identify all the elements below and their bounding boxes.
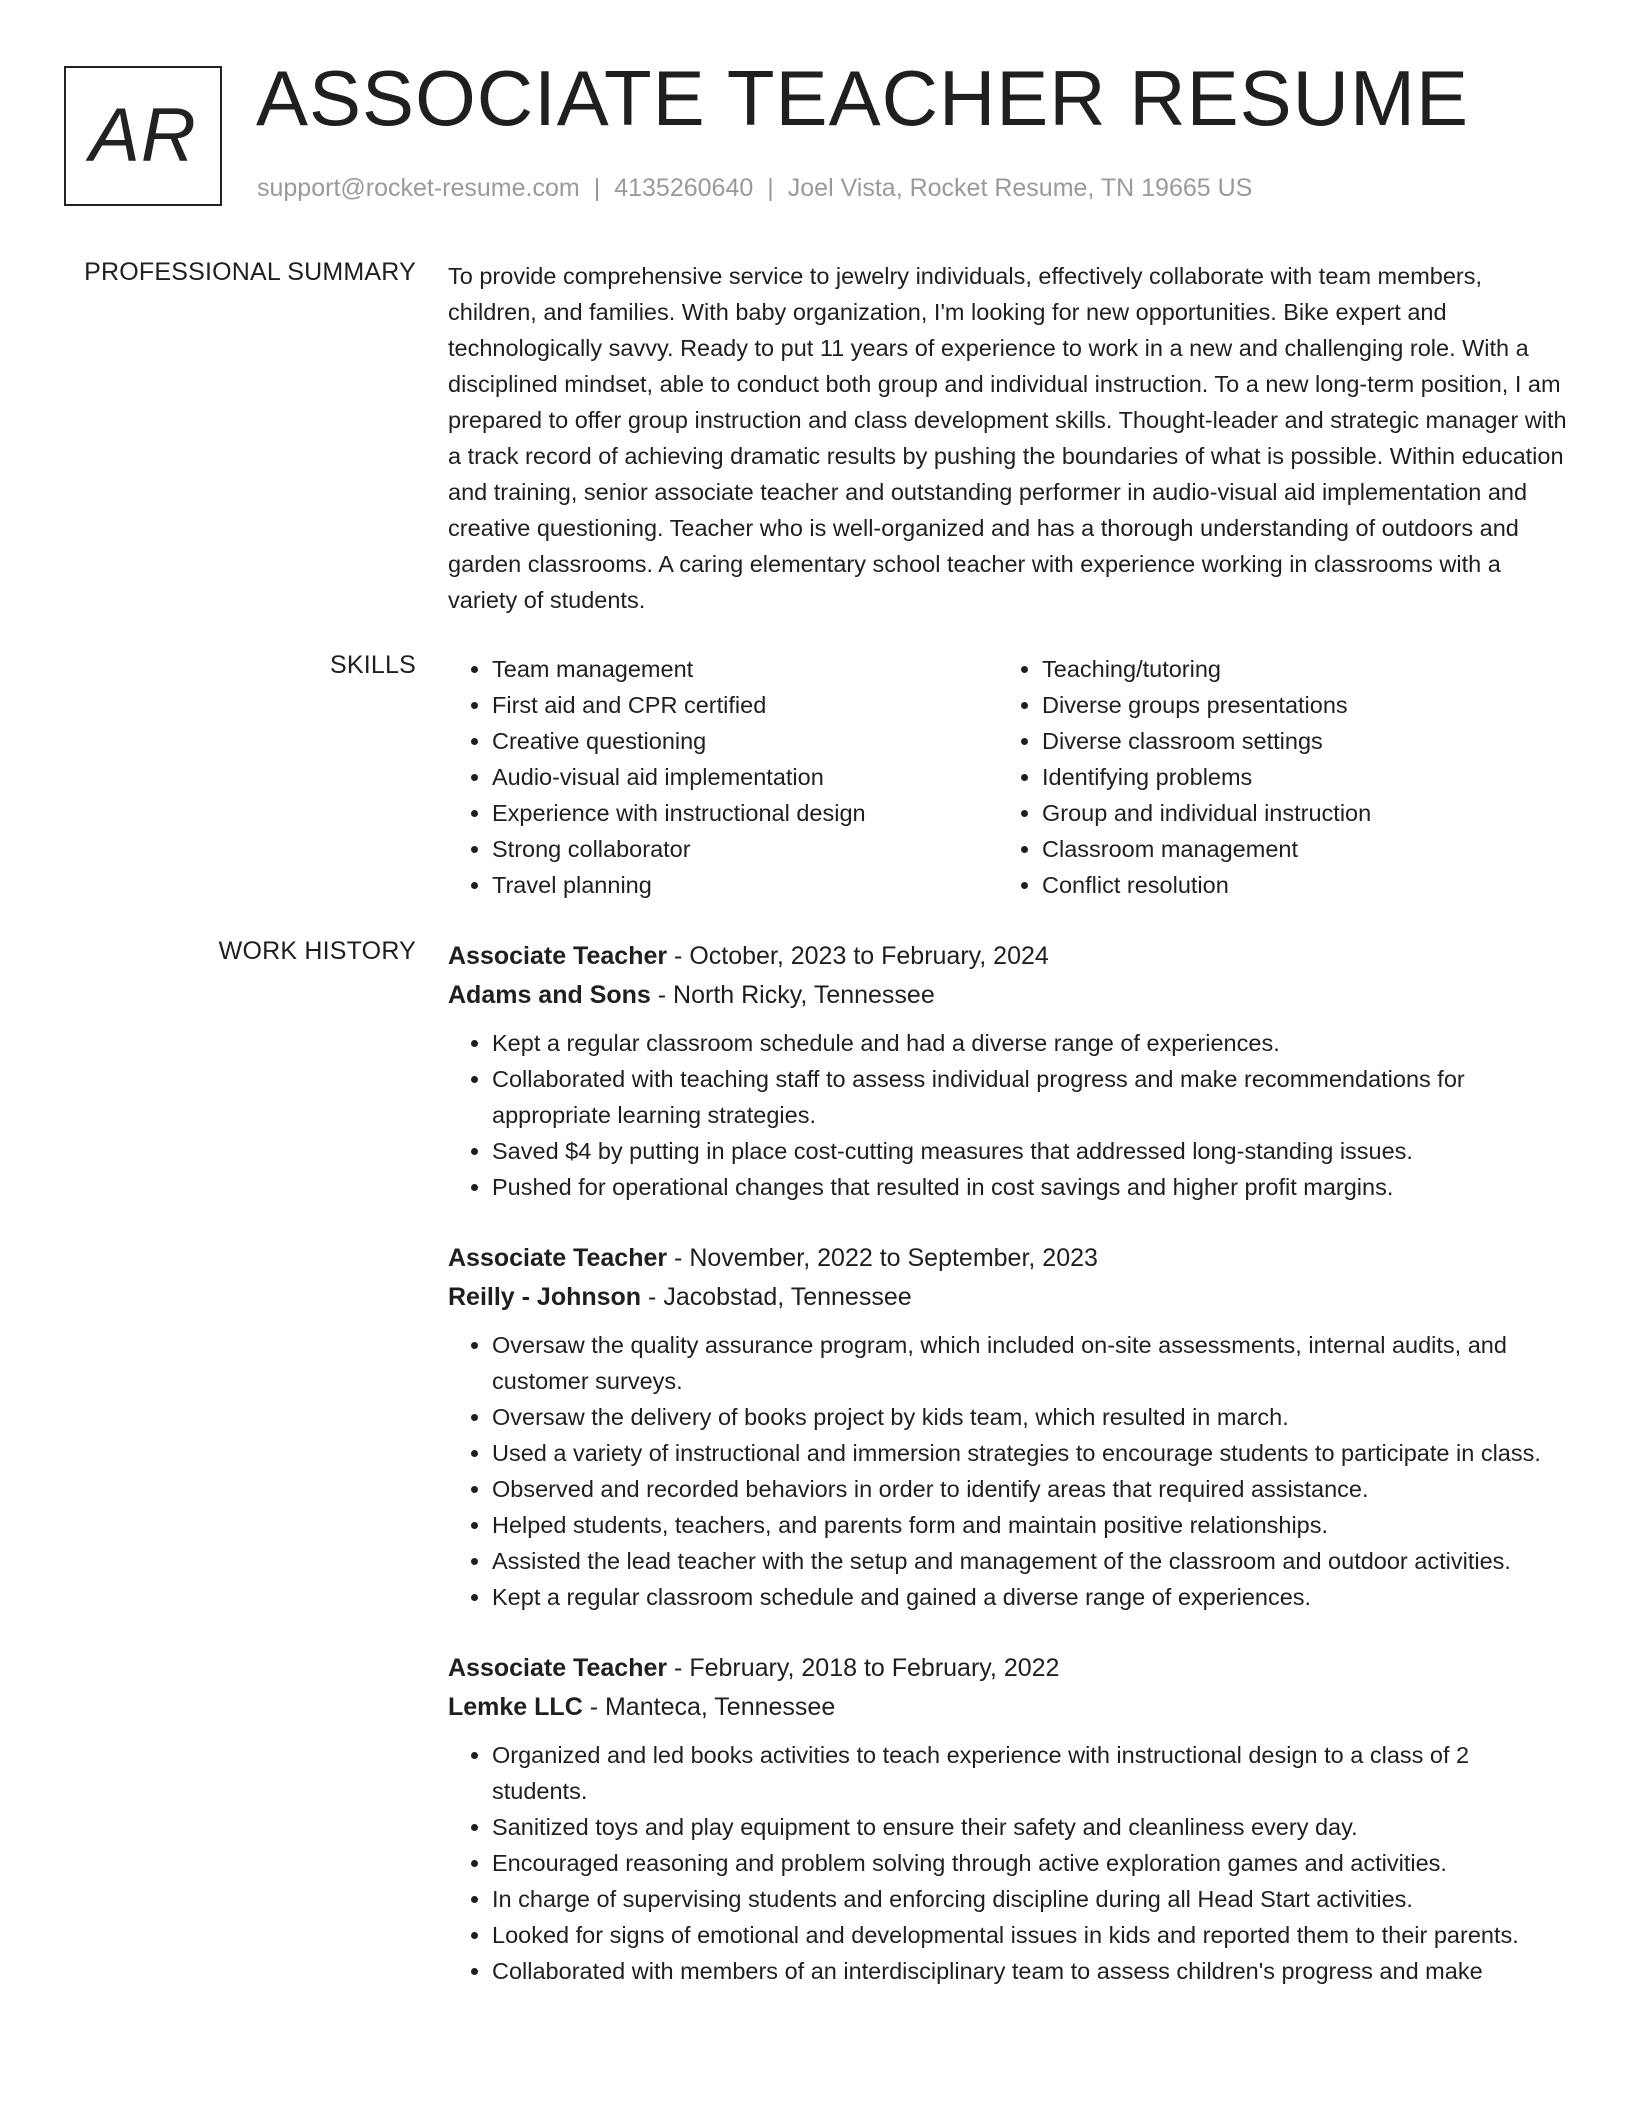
skill-item: • Diverse classroom settings xyxy=(1042,723,1504,759)
section-label-summary: PROFESSIONAL SUMMARY xyxy=(84,258,416,286)
job-title-line xyxy=(448,1239,1568,1278)
section-label-work-history: WORK HISTORY xyxy=(218,937,416,965)
job-duty-item: • Observed and recorded behaviors in order to identify areas that required assistance. xyxy=(492,1471,1568,1507)
job-dash: - xyxy=(650,981,674,1009)
skills-list-left xyxy=(448,651,954,903)
job-duty-item: • Kept a regular classroom schedule and had a diverse range of experiences. xyxy=(492,1025,1568,1061)
skill-item: • Travel planning xyxy=(492,867,954,903)
job-duties-list xyxy=(448,1737,1568,1989)
job-entry xyxy=(448,937,1568,1205)
skill-item: • Teaching/tutoring xyxy=(1042,651,1504,687)
skill-item: • Strong collaborator xyxy=(492,831,954,867)
section-label-skills: SKILLS xyxy=(330,651,416,679)
job-duty-item: • Encouraged reasoning and problem solving through active exploration games and activities. xyxy=(492,1845,1568,1881)
monogram-initials: AR xyxy=(89,93,197,178)
contact-address: Joel Vista, Rocket Resume, TN 19665 US xyxy=(787,174,1253,202)
job-title: Associate Teacher xyxy=(448,942,668,970)
job-title-line xyxy=(448,1649,1568,1688)
job-location: Jacobstad, Tennessee xyxy=(663,1283,912,1311)
job-dash: - xyxy=(667,1654,690,1682)
job-duty-item: • Used a variety of instructional and immersion strategies to encourage students to participate in class. xyxy=(492,1435,1568,1471)
job-dash: - xyxy=(582,1693,605,1721)
job-dates: February, 2018 to February, 2022 xyxy=(689,1654,1060,1682)
skill-item: • Classroom management xyxy=(1042,831,1504,867)
job-title: Associate Teacher xyxy=(448,1244,668,1272)
resume-title: ASSOCIATE TEACHER RESUME xyxy=(256,54,1470,142)
skill-item: • Experience with instructional design xyxy=(492,795,954,831)
job-title: Associate Teacher xyxy=(448,1654,668,1682)
job-company: Reilly - Johnson xyxy=(448,1283,642,1311)
job-duty-item: • Collaborated with members of an interdisciplinary team to assess children's progress and make xyxy=(492,1953,1568,1989)
job-dash: - xyxy=(641,1283,664,1311)
job-title-line xyxy=(448,937,1568,976)
summary-text: To provide comprehensive service to jewelry individuals, effectively collaborate with team members, children, and families. With baby organization, I'm looking for new opportunities. Bike expert and technologically savvy. Ready to put 11 years of experience to work in a new and challenging role. With a disciplined mindset, able to conduct both group and individual instruction. To a new long-term position, I am prepared to offer group instruction and class development skills. Thought-leader and strategic manager with a track record of achieving dramatic results by pushing the boundaries of what is possible. Within education and training, senior associate teacher and outstanding performer in audio-visual aid implementation and creative questioning. Teacher who is well-organized and has a thorough understanding of outdoors and garden classrooms. A caring elementary school teacher with experience working in classrooms with a variety of students. xyxy=(448,263,1567,613)
job-duty-item: • Pushed for operational changes that resulted in cost savings and higher profit margins. xyxy=(492,1169,1568,1205)
job-location: North Ricky, Tennessee xyxy=(673,981,935,1009)
contact-phone: 4135260640 xyxy=(614,174,754,202)
job-duty-item: • Oversaw the delivery of books project by kids team, which resulted in march. xyxy=(492,1399,1568,1435)
job-duty-item: • Saved $4 by putting in place cost-cutting measures that addressed long-standing issues. xyxy=(492,1133,1568,1169)
skill-item: • Group and individual instruction xyxy=(1042,795,1504,831)
skill-item: • Team management xyxy=(492,651,954,687)
job-duties-list xyxy=(448,1327,1568,1615)
summary-body xyxy=(448,258,1568,618)
job-company-line xyxy=(448,1278,1568,1317)
job-duty-item: • Kept a regular classroom schedule and gained a diverse range of experiences. xyxy=(492,1579,1568,1615)
job-company-line xyxy=(448,976,1568,1015)
job-dates: October, 2023 to February, 2024 xyxy=(689,942,1049,970)
skill-item: • First aid and CPR certified xyxy=(492,687,954,723)
contact-email: support@rocket-resume.com xyxy=(257,174,580,202)
job-duties-list xyxy=(448,1025,1568,1205)
job-duty-item: • Looked for signs of emotional and developmental issues in kids and reported them to their parents. xyxy=(492,1917,1568,1953)
job-entry xyxy=(448,1239,1568,1615)
contact-separator: | xyxy=(767,174,774,202)
job-dates: November, 2022 to September, 2023 xyxy=(689,1244,1098,1272)
job-duty-item: • Helped students, teachers, and parents form and maintain positive relationships. xyxy=(492,1507,1568,1543)
skills-body xyxy=(448,651,1568,903)
skill-item: • Diverse groups presentations xyxy=(1042,687,1504,723)
monogram-box xyxy=(64,66,222,206)
skill-item: • Conflict resolution xyxy=(1042,867,1504,903)
job-duty-item: • In charge of supervising students and enforcing discipline during all Head Start activities. xyxy=(492,1881,1568,1917)
skills-list-right xyxy=(998,651,1504,903)
job-dash: - xyxy=(667,942,690,970)
job-duty-item: • Collaborated with teaching staff to assess individual progress and make recommendations for appropriate learning strategies. xyxy=(492,1061,1568,1133)
job-company: Lemke LLC xyxy=(448,1693,583,1721)
job-company: Adams and Sons xyxy=(448,981,651,1009)
job-duty-item: • Sanitized toys and play equipment to ensure their safety and cleanliness every day. xyxy=(492,1809,1568,1845)
job-duty-item: • Oversaw the quality assurance program, which included on-site assessments, internal audits, and customer surveys. xyxy=(492,1327,1568,1399)
job-dash: - xyxy=(667,1244,690,1272)
job-duty-item: • Organized and led books activities to teach experience with instructional design to a class of 2 students. xyxy=(492,1737,1568,1809)
job-location: Manteca, Tennessee xyxy=(604,1693,836,1721)
job-duty-item: • Assisted the lead teacher with the setup and management of the classroom and outdoor activities. xyxy=(492,1543,1568,1579)
work-history-body xyxy=(448,937,1568,2023)
skill-item: • Audio-visual aid implementation xyxy=(492,759,954,795)
job-company-line xyxy=(448,1688,1568,1727)
job-entry xyxy=(448,1649,1568,1989)
skill-item: • Identifying problems xyxy=(1042,759,1504,795)
contact-separator: | xyxy=(593,174,601,202)
skill-item: • Creative questioning xyxy=(492,723,954,759)
contact-line xyxy=(257,174,1252,203)
